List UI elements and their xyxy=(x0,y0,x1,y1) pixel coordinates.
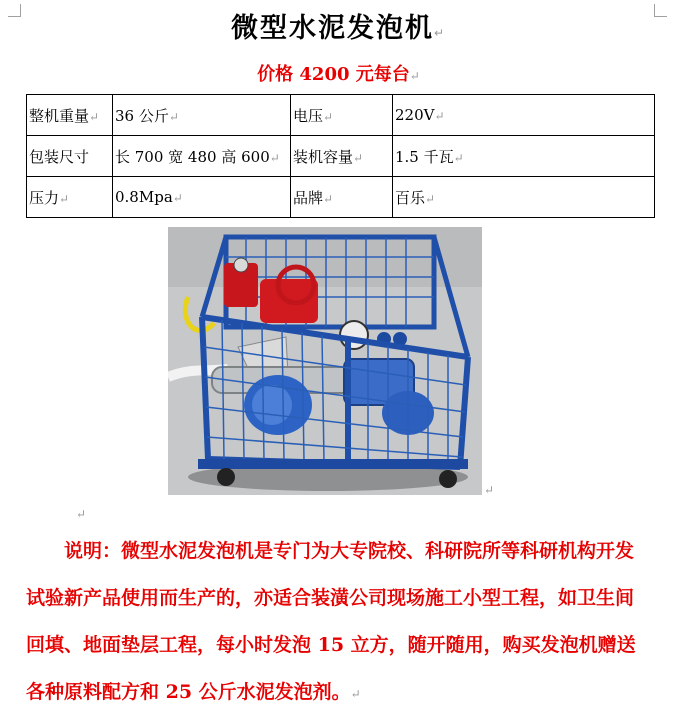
document-title: 微型水泥发泡机↵ xyxy=(230,13,447,44)
table-row xyxy=(27,95,655,136)
description-lead: 说明： xyxy=(64,540,122,562)
spec-label-pressure: 压力↵ xyxy=(27,177,113,218)
product-photo xyxy=(168,227,482,495)
spec-value-capacity: 1.5 千瓦↵ xyxy=(393,136,655,177)
spec-label-size: 包装尺寸 xyxy=(27,136,113,177)
paragraph-mark: ↵ xyxy=(76,507,87,521)
paragraph-mark: ↵ xyxy=(350,687,361,701)
paragraph-mark: ↵ xyxy=(433,26,447,40)
table-row xyxy=(27,136,655,177)
description-body: 微型水泥发泡机是专门为大专院校、科研院所等科研机构开发试验新产品使用而生产的，亦适合装潢公司现场施工小型工程，如卫生间回填、地面垫层工程，每小时发泡 15 立方，随开随用，购买发泡机赠送各种原料配方和 25 公斤水泥发泡剂。 xyxy=(26,540,636,703)
spec-value-voltage: 220V↵ xyxy=(393,95,655,136)
spec-label-voltage: 电压↵ xyxy=(291,95,393,136)
spec-value-size: 长 700 宽 480 高 600↵ xyxy=(113,136,291,177)
foam-machine-illustration xyxy=(168,227,482,495)
spec-value-weight: 36 公斤↵ xyxy=(113,95,291,136)
table-row xyxy=(27,177,655,218)
paragraph-mark: ↵ xyxy=(484,483,495,497)
spec-value-pressure: 0.8Mpa↵ xyxy=(113,177,291,218)
spec-table xyxy=(26,94,655,218)
spec-label-weight: 整机重量↵ xyxy=(27,95,113,136)
spec-label-capacity: 装机容量↵ xyxy=(291,136,393,177)
description-paragraph xyxy=(26,528,652,718)
price-line: 价格 4200 元每台↵ xyxy=(257,64,420,85)
spec-value-brand: 百乐↵ xyxy=(393,177,655,218)
paragraph-mark: ↵ xyxy=(409,69,420,83)
spec-label-brand: 品牌↵ xyxy=(291,177,393,218)
